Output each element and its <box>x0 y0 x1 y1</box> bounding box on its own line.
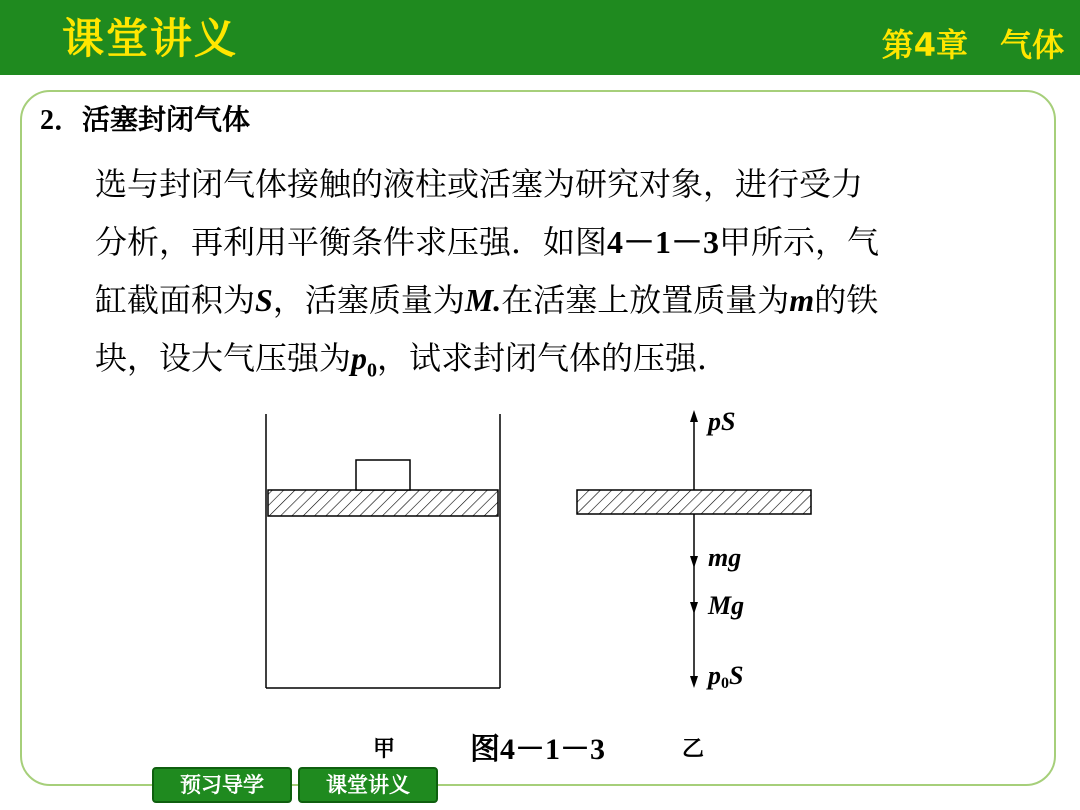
arrow-down-icon <box>690 556 698 568</box>
section-heading <box>40 98 250 138</box>
text-segment: 分析，再利用平衡条件求压强．如图 <box>95 223 608 261</box>
variable-M: M. <box>464 282 502 318</box>
paragraph-line-2 <box>95 213 1000 271</box>
problem-paragraph <box>95 155 1000 399</box>
lecture-nav-button[interactable]: 课堂讲义 <box>298 767 438 803</box>
force-label-Mg: Mg <box>708 591 745 620</box>
text-segment: ，试求封闭气体的压强． <box>377 339 730 377</box>
force-label-p: p <box>708 661 721 690</box>
arrow-down-icon <box>690 602 698 614</box>
text-segment: 在活塞上放置质量为 <box>501 281 790 319</box>
figure-label-b: 乙 <box>682 737 705 762</box>
force-label-p0S <box>706 661 743 692</box>
paragraph-line-4 <box>95 329 1000 399</box>
figure-reference: 4－1－3 <box>607 224 720 260</box>
arrow-down-icon <box>690 676 698 688</box>
chapter-label: 第4章 气体 <box>881 26 1064 64</box>
figure-caption-row <box>0 724 1080 764</box>
section-number: 2． <box>40 105 83 136</box>
paragraph-line-1 <box>95 155 1000 213</box>
text-segment: 块，设大气压强为 <box>95 339 352 377</box>
force-label-subscript: 0 <box>721 675 729 692</box>
text-segment: 甲所示，气 <box>719 223 880 261</box>
text-segment: 选与封闭气体接触的液柱或活塞为研究对象，进行受力 <box>95 165 864 203</box>
force-diagram-figure <box>0 400 1080 720</box>
figure-label-a: 甲 <box>373 737 396 762</box>
force-label-mg: mg <box>708 543 742 572</box>
text-segment: 的铁 <box>814 281 879 319</box>
text-segment: 缸截面积为 <box>95 281 256 319</box>
header-title: 课堂讲义 <box>62 14 239 63</box>
piston-body <box>577 490 811 514</box>
text-segment: ，活塞质量为 <box>272 281 465 319</box>
variable-subscript: 0 <box>367 359 378 382</box>
header-bar <box>0 0 1080 75</box>
section-title: 活塞封闭气体 <box>82 103 251 136</box>
force-label-pS: pS <box>708 407 736 436</box>
force-label-S: S <box>729 661 744 690</box>
cylinder-diagram <box>266 414 500 688</box>
iron-block <box>356 460 410 490</box>
paragraph-line-3 <box>95 271 1000 329</box>
figure-caption: 图4－1－3 <box>470 733 605 766</box>
piston <box>268 490 498 516</box>
preview-nav-button[interactable]: 预习导学 <box>152 767 292 803</box>
variable-m: m <box>789 282 815 318</box>
variable-S: S <box>255 282 273 318</box>
arrow-up-icon <box>690 410 698 422</box>
variable-p: p <box>351 340 368 376</box>
free-body-diagram <box>577 407 811 692</box>
